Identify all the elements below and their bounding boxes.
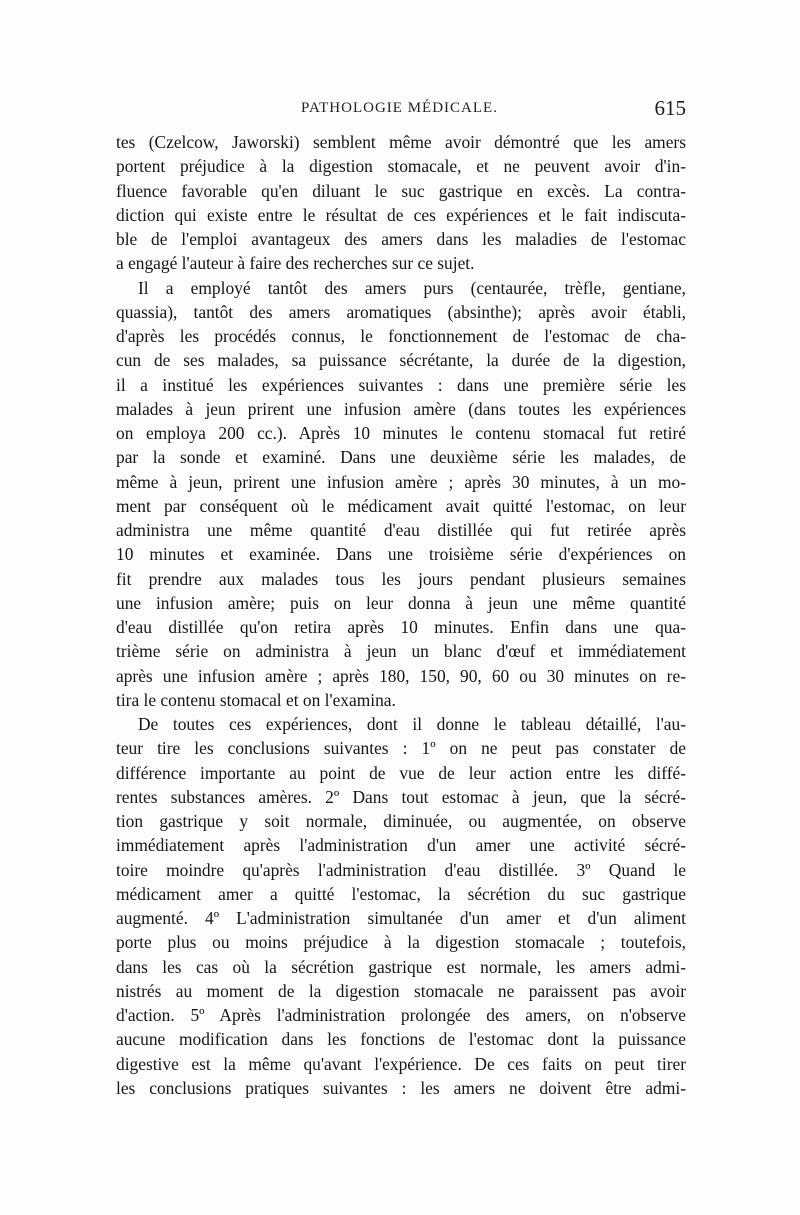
paragraph-1 [116, 130, 686, 276]
text-line: aucune modification dans les fonctions de l'estomac dont la puissance [116, 1029, 686, 1050]
text-line: digestive est la même qu'avant l'expérience. De ces faits on peut tirer [116, 1053, 686, 1074]
text-line: quassia), tantôt des amers aromatiques (absinthe); après avoir établi, [116, 301, 686, 322]
text-line: cun de ses malades, sa puissance sécrétante, la durée de la digestion, [116, 350, 686, 371]
text-line: rentes substances amères. 2º Dans tout estomac à jeun, que la sécré- [116, 786, 686, 807]
text-line: teur tire les conclusions suivantes : 1º on ne peut pas constater de [116, 738, 686, 759]
page-number: 615 [654, 96, 686, 120]
text-line: 10 minutes et examinée. Dans une troisième série d'expériences on [116, 544, 686, 565]
text-line: augmenté. 4º L'administration simultanée d'un amer et d'un aliment [116, 908, 686, 928]
text-line: trième série on administra à jeun un blanc d'œuf et immédiatement [116, 641, 686, 662]
text-line: il a institué les expériences suivantes : dans une première série les [116, 374, 686, 395]
text-line: malades à jeun prirent une infusion amère (dans toutes les expériences [116, 398, 686, 419]
text-line: d'action. 5º Après l'administration prolongée des amers, on n'observe [116, 1005, 686, 1025]
text-line: d'eau distillée qu'on retira après 10 minutes. Enfin dans une qua- [116, 617, 686, 637]
text-line: portent préjudice à la digestion stomacale, et ne peuvent avoir d'in- [116, 156, 686, 177]
text-line: par la sonde et examiné. Dans une deuxième série les malades, de [116, 447, 686, 468]
page-header [116, 96, 686, 126]
text-line: les conclusions pratiques suivantes : les amers ne doivent être admi- [116, 1077, 686, 1098]
text-line: Il a employé tantôt des amers purs (centaurée, trèfle, gentiane, [138, 277, 686, 298]
text-line: a engagé l'auteur à faire des recherches sur ce sujet. [116, 253, 475, 274]
text-line: De toutes ces expériences, dont il donne le tableau détaillé, l'au- [138, 714, 686, 734]
text-line: tira le contenu stomacal et on l'examina. [116, 689, 396, 710]
text-line: immédiatement après l'administration d'un amer une activité sécré- [116, 835, 686, 856]
text-line: administra une même quantité d'eau distillée qui fut retirée après [116, 520, 686, 540]
paragraph-2 [116, 276, 686, 713]
text-line: fit prendre aux malades tous les jours pendant plusieurs semaines [116, 568, 686, 589]
text-line: ble de l'emploi avantageux des amers dans les maladies de l'estomac [116, 229, 686, 249]
text-line: même à jeun, prirent une infusion amère ; après 30 minutes, à un mo- [116, 471, 686, 492]
text-line: ment par conséquent où le médicament avait quitté l'estomac, on leur [116, 495, 686, 516]
text-line: après une infusion amère ; après 180, 150, 90, 60 ou 30 minutes on re- [116, 665, 686, 686]
text-line: d'après les procédés connus, le fonctionnement de l'estomac de cha- [116, 326, 686, 346]
text-line: diction qui existe entre le résultat de ces expériences et le fait indiscuta- [116, 204, 686, 225]
text-line: nistrés au moment de la digestion stomacale ne paraissent pas avoir [116, 980, 686, 1001]
running-head: PATHOLOGIE MÉDICALE. [301, 100, 498, 116]
text-line: on employa 200 cc.). Après 10 minutes le contenu stomacal fut retiré [116, 423, 686, 443]
text-line: une infusion amère; puis on leur donna à jeun une même quantité [116, 592, 686, 613]
paragraph-3 [116, 712, 686, 1100]
text-line: porte plus ou moins préjudice à la digestion stomacale ; toutefois, [116, 932, 686, 953]
body-text [116, 130, 686, 1100]
text-line: dans les cas où la sécrétion gastrique est normale, les amers admi- [116, 956, 686, 977]
text-line: tion gastrique y soit normale, diminuée, ou augmentée, on observe [116, 811, 686, 831]
text-line: toire moindre qu'après l'administration d'eau distillée. 3º Quand le [116, 859, 686, 880]
text-line: différence importante au point de vue de leur action entre les diffé- [116, 762, 686, 783]
text-line: tes (Czelcow, Jaworski) semblent même avoir démontré que les amers [116, 132, 686, 152]
text-line: fluence favorable qu'en diluant le suc gastrique en excès. La contra- [116, 180, 686, 201]
text-line: médicament amer a quitté l'estomac, la sécrétion du suc gastrique [116, 883, 686, 904]
